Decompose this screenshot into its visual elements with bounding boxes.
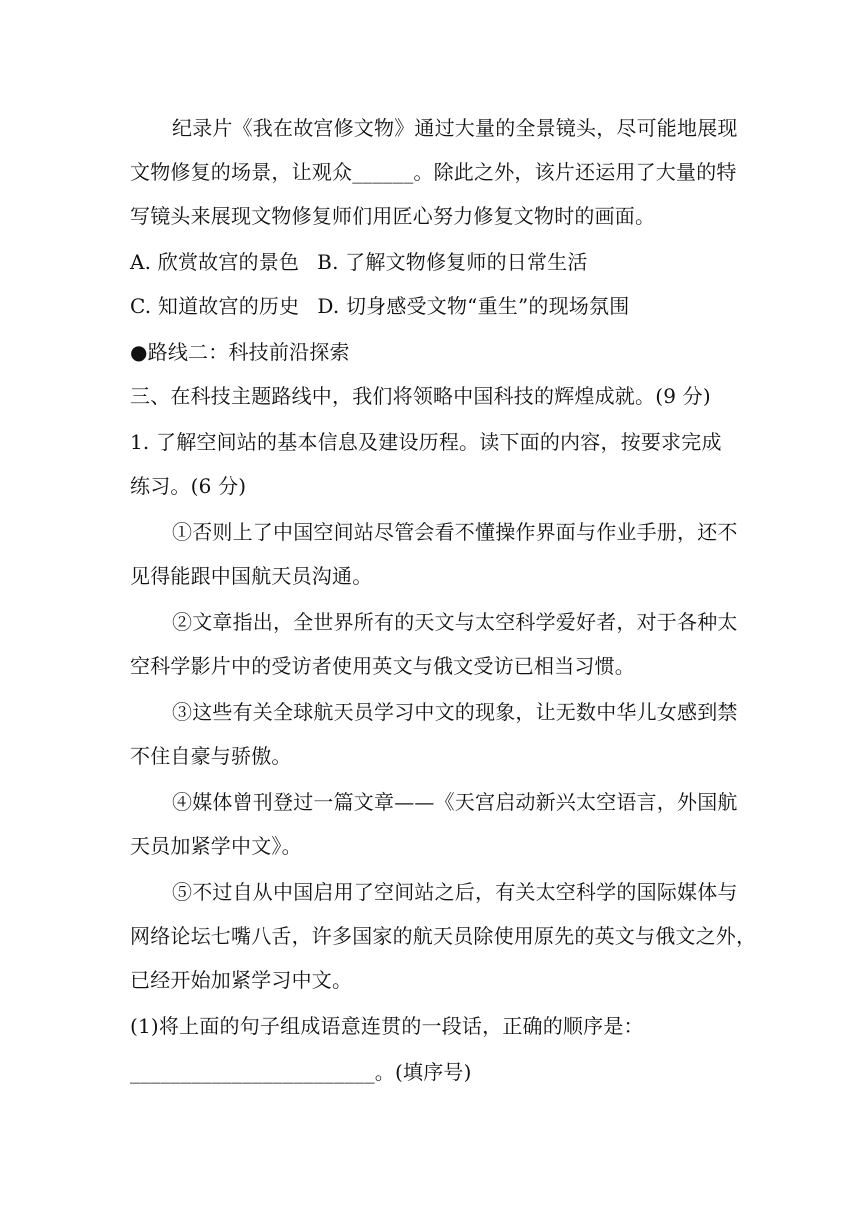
sentence-5-line-1: ⑤不过自从中国启用了空间站之后，有关太空科学的国际媒体与: [172, 880, 738, 904]
options-row-2: [130, 292, 740, 320]
question-1-line-2: 练习。(6 分): [130, 474, 247, 498]
sentence-4-line-1: ④媒体曾刊登过一篇文章——《天宫启动新兴太空语言，外国航: [172, 790, 738, 814]
section-3-heading: 三、在科技主题路线中，我们将领略中国科技的辉煌成就。(9 分): [130, 384, 711, 408]
sentence-5-line-3: 已经开始加紧学习中文。: [130, 968, 353, 992]
passage-line-2: 文物修复的场景，让观众______。除此之外，该片还运用了大量的特: [130, 160, 737, 184]
options-row-1: [130, 248, 740, 276]
sentence-1-line-1: ①否则上了中国空间站尽管会看不懂操作界面与作业手册，还不: [172, 520, 738, 544]
option-d: D. 切身感受文物“重生”的现场氛围: [317, 294, 630, 318]
sentence-1-line-2: 见得能跟中国航天员沟通。: [130, 564, 373, 588]
passage-line-1: 纪录片《我在故宫修文物》通过大量的全景镜头，尽可能地展现: [172, 116, 738, 140]
passage-line-3: 写镜头来展现文物修复师们用匠心努力修复文物时的画面。: [130, 204, 656, 228]
sentence-3-line-1: ③这些有关全球航天员学习中文的现象，让无数中华儿女感到禁: [172, 700, 738, 724]
option-b: B. 了解文物修复师的日常生活: [317, 250, 588, 274]
route-2-heading: ●路线二：科技前沿探索: [130, 340, 350, 364]
sentence-2-line-1: ②文章指出，全世界所有的天文与太空科学爱好者，对于各种太: [172, 610, 738, 634]
question-1-line-1: 1. 了解空间站的基本信息及建设历程。读下面的内容，按要求完成: [130, 430, 722, 454]
subquestion-1-line-1: (1)将上面的句子组成语意连贯的一段话，正确的顺序是：: [130, 1014, 644, 1038]
subquestion-1-answer-blank: ________________________。(填序号): [130, 1060, 472, 1084]
sentence-4-line-2: 天员加紧学中文》。: [130, 834, 302, 858]
sentence-5-line-2: 网络论坛七嘴八舌，许多国家的航天员除使用原先的英文与俄文之外，: [130, 924, 757, 948]
sentence-3-line-2: 不住自豪与骄傲。: [130, 744, 292, 768]
sentence-2-line-2: 空科学影片中的受访者使用英文与俄文受访已相当习惯。: [130, 654, 635, 678]
option-c: C. 知道故宫的历史: [130, 294, 300, 318]
option-a: A. 欣赏故宫的景色: [130, 250, 300, 274]
